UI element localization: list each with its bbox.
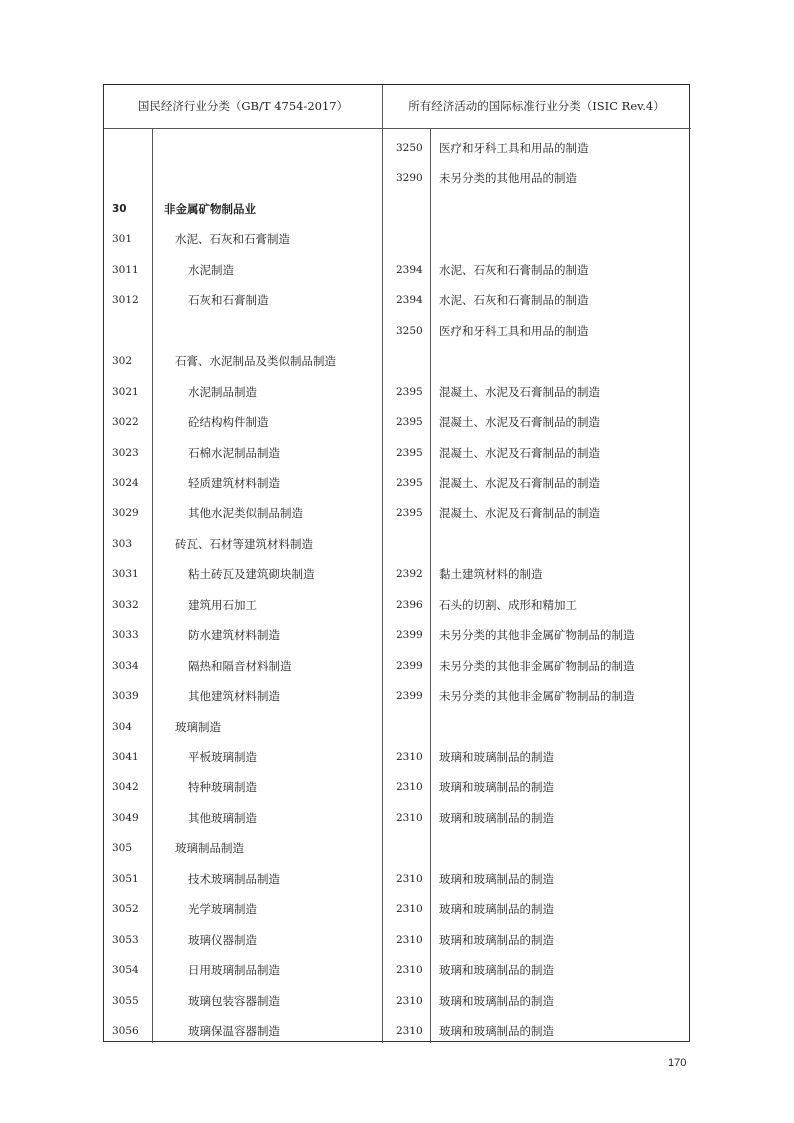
table-row xyxy=(104,742,691,772)
gbt-name: 粘土砖瓦及建筑砌块制造 xyxy=(188,567,315,582)
isic-name: 医疗和牙科工具和用品的制造 xyxy=(439,323,589,338)
table-row xyxy=(104,346,691,376)
table-row xyxy=(104,163,691,193)
table-row xyxy=(104,1016,691,1046)
gbt-code: 3054 xyxy=(112,964,139,977)
isic-code: 2392 xyxy=(396,568,423,581)
gbt-code: 3033 xyxy=(112,629,139,642)
isic-name: 玻璃和玻璃制品的制造 xyxy=(439,1024,554,1039)
isic-code: 2399 xyxy=(396,629,423,642)
isic-name: 水泥、石灰和石膏制品的制造 xyxy=(439,262,589,277)
isic-code: 2310 xyxy=(396,751,423,763)
gbt-code: 30 xyxy=(112,202,127,215)
isic-name: 玻璃和玻璃制品的制造 xyxy=(439,963,554,978)
table-row xyxy=(104,590,691,620)
isic-name: 玻璃和玻璃制品的制造 xyxy=(439,780,554,795)
table-row xyxy=(104,407,691,437)
isic-code: 2310 xyxy=(396,903,423,916)
table-row xyxy=(104,559,691,589)
page-number: 170 xyxy=(668,1057,687,1069)
isic-name: 玻璃和玻璃制品的制造 xyxy=(439,902,554,917)
isic-code: 2310 xyxy=(396,872,423,885)
isic-code: 2394 xyxy=(396,263,423,276)
gbt-code: 3031 xyxy=(112,568,139,581)
isic-name: 未另分类的其他非金属矿物制品的制造 xyxy=(439,689,635,704)
table-row xyxy=(104,620,691,650)
table-row xyxy=(104,224,691,254)
gbt-name: 石膏、水泥制品及类似制品制造 xyxy=(175,354,336,369)
table-row xyxy=(104,316,691,346)
gbt-name: 玻璃包装容器制造 xyxy=(188,993,280,1008)
gbt-name: 玻璃仪器制造 xyxy=(188,932,257,947)
isic-code: 2395 xyxy=(396,476,423,489)
isic-code: 3250 xyxy=(396,324,423,337)
isic-code: 2395 xyxy=(396,385,423,398)
gbt-name: 石灰和石膏制造 xyxy=(188,293,269,308)
table-row xyxy=(104,955,691,985)
isic-code: 2396 xyxy=(396,598,423,611)
gbt-code: 3051 xyxy=(112,872,139,885)
isic-name: 玻璃和玻璃制品的制造 xyxy=(439,932,554,947)
header-isic: 所有经济活动的国际标准行业分类（ISIC Rev.4） xyxy=(408,99,665,113)
gbt-code: 3041 xyxy=(112,751,139,763)
isic-name: 黏土建筑材料的制造 xyxy=(439,567,543,582)
isic-code: 2394 xyxy=(396,294,423,307)
isic-code: 2395 xyxy=(396,416,423,429)
isic-code: 3250 xyxy=(396,142,423,154)
table-row xyxy=(104,772,691,802)
gbt-name: 其他玻璃制造 xyxy=(188,810,257,825)
table-row xyxy=(104,468,691,498)
isic-name: 医疗和牙科工具和用品的制造 xyxy=(439,141,589,155)
isic-name: 未另分类的其他用品的制造 xyxy=(439,171,577,186)
table-row xyxy=(104,712,691,742)
isic-name: 玻璃和玻璃制品的制造 xyxy=(439,993,554,1008)
isic-name: 混凝土、水泥及石膏制品的制造 xyxy=(439,384,600,399)
table-row xyxy=(104,651,691,681)
gbt-name: 玻璃制品制造 xyxy=(175,841,244,856)
isic-code: 3290 xyxy=(396,172,423,185)
isic-name: 玻璃和玻璃制品的制造 xyxy=(439,810,554,825)
table-row xyxy=(104,803,691,833)
table-row xyxy=(104,833,691,863)
gbt-name: 日用玻璃制品制造 xyxy=(188,963,280,978)
gbt-name: 玻璃保温容器制造 xyxy=(188,1024,280,1039)
gbt-name: 非金属矿物制品业 xyxy=(164,201,256,216)
gbt-code: 3034 xyxy=(112,659,139,672)
gbt-name: 防水建筑材料制造 xyxy=(188,628,280,643)
isic-code: 2310 xyxy=(396,811,423,824)
isic-name: 水泥、石灰和石膏制品的制造 xyxy=(439,293,589,308)
gbt-code: 3023 xyxy=(112,446,139,459)
isic-name: 混凝土、水泥及石膏制品的制造 xyxy=(439,475,600,490)
gbt-code: 3039 xyxy=(112,690,139,703)
isic-code: 2310 xyxy=(396,994,423,1007)
isic-name: 混凝土、水泥及石膏制品的制造 xyxy=(439,445,600,460)
gbt-code: 3049 xyxy=(112,811,139,824)
table-row xyxy=(104,133,691,163)
table-row xyxy=(104,681,691,711)
table-row xyxy=(104,255,691,285)
gbt-name: 特种玻璃制造 xyxy=(188,780,257,795)
gbt-name: 水泥制造 xyxy=(188,262,234,277)
gbt-code: 3052 xyxy=(112,903,139,916)
gbt-name: 轻质建筑材料制造 xyxy=(188,475,280,490)
gbt-name: 砼结构构件制造 xyxy=(188,415,269,430)
isic-name: 玻璃和玻璃制品的制造 xyxy=(439,871,554,886)
isic-code: 2395 xyxy=(396,507,423,520)
gbt-code: 304 xyxy=(112,720,133,733)
gbt-code: 3021 xyxy=(112,385,139,398)
isic-code: 2310 xyxy=(396,1025,423,1038)
gbt-name: 建筑用石加工 xyxy=(188,597,257,612)
gbt-code: 3029 xyxy=(112,507,139,520)
gbt-name: 技术玻璃制品制造 xyxy=(188,871,280,886)
gbt-name: 隔热和隔音材料制造 xyxy=(188,658,292,673)
gbt-code: 3055 xyxy=(112,994,139,1007)
isic-name: 未另分类的其他非金属矿物制品的制造 xyxy=(439,658,635,673)
table-row xyxy=(104,498,691,528)
isic-name: 石头的切割、成形和精加工 xyxy=(439,597,577,612)
gbt-code: 303 xyxy=(112,537,133,550)
isic-name: 未另分类的其他非金属矿物制品的制造 xyxy=(439,628,635,643)
gbt-name: 光学玻璃制造 xyxy=(188,902,257,917)
table-row xyxy=(104,377,691,407)
gbt-code: 3042 xyxy=(112,781,139,794)
table-row xyxy=(104,864,691,894)
isic-name: 混凝土、水泥及石膏制品的制造 xyxy=(439,506,600,521)
gbt-code: 3024 xyxy=(112,476,139,489)
table-row xyxy=(104,438,691,468)
gbt-code: 3011 xyxy=(112,263,139,276)
gbt-name: 水泥制品制造 xyxy=(188,384,257,399)
gbt-name: 其他建筑材料制造 xyxy=(188,689,280,704)
gbt-name: 石棉水泥制品制造 xyxy=(188,445,280,460)
gbt-name: 平板玻璃制造 xyxy=(188,750,257,764)
isic-code: 2399 xyxy=(396,690,423,703)
gbt-code: 3022 xyxy=(112,416,139,429)
gbt-code: 3032 xyxy=(112,598,139,611)
gbt-code: 3053 xyxy=(112,933,139,946)
gbt-code: 301 xyxy=(112,233,133,246)
isic-code: 2310 xyxy=(396,781,423,794)
isic-code: 2310 xyxy=(396,933,423,946)
gbt-name: 其他水泥类似制品制造 xyxy=(188,506,303,521)
gbt-code: 305 xyxy=(112,842,133,855)
table-row xyxy=(104,285,691,315)
classification-table xyxy=(103,84,690,1042)
gbt-name: 水泥、石灰和石膏制造 xyxy=(175,232,290,247)
table-row xyxy=(104,894,691,924)
table-row xyxy=(104,986,691,1016)
header-divider xyxy=(104,128,691,129)
isic-code: 2399 xyxy=(396,659,423,672)
gbt-code: 3012 xyxy=(112,294,139,307)
gbt-name: 玻璃制造 xyxy=(175,719,221,734)
gbt-name: 砖瓦、石材等建筑材料制造 xyxy=(175,536,313,551)
table-row xyxy=(104,194,691,224)
gbt-code: 3056 xyxy=(112,1025,139,1038)
isic-code: 2310 xyxy=(396,964,423,977)
table-row xyxy=(104,529,691,559)
table-row xyxy=(104,925,691,955)
gbt-code: 302 xyxy=(112,355,133,368)
isic-name: 混凝土、水泥及石膏制品的制造 xyxy=(439,415,600,430)
header-gbt: 国民经济行业分类（GB/T 4754-2017） xyxy=(137,99,349,113)
isic-code: 2395 xyxy=(396,446,423,459)
isic-name: 玻璃和玻璃制品的制造 xyxy=(439,750,554,764)
